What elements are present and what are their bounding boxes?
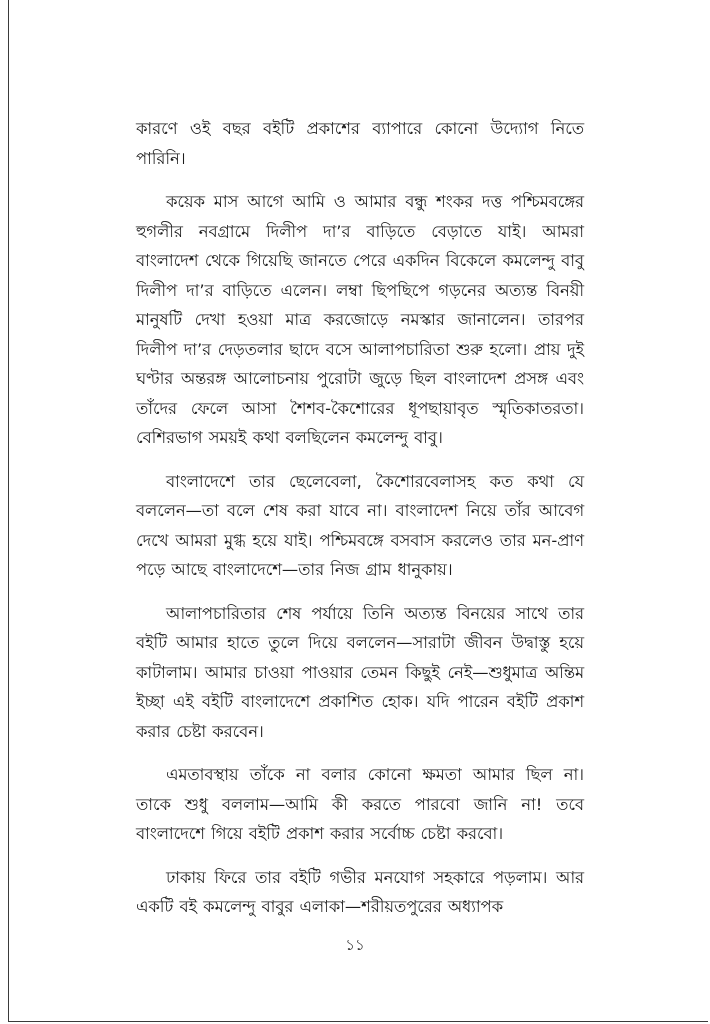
paragraph-childhood: বাংলাদেশে তার ছেলেবেলা, কৈশোরবেলাসহ কত কথা যে বললেন—তা বলে শেষ করা যাবে না। বাংলাদেশ নিয়ে তাঁর আবেগ দেখে আমরা মুগ্ধ হয়ে যাই। পশ্চিমবঙ্গে বসবাস করলেও তার মন-প্রাণ পড়ে আছে বাংলাদেশে—তার নিজ গ্রাম ধানুকায়। [136, 471, 584, 579]
paragraph-request: আলাপচারিতার শেষ পর্যায়ে তিনি অত্যন্ত বিনয়ের সাথে তার বইটি আমার হাতে তুলে দিয়ে বললেন—সারাটা জীবন উদ্বাস্তু হয়ে কাটালাম। আমার চাওয়া পাওয়ার তেমন কিছুই নেই—শুধুমাত্র অন্তিম ইচ্ছা এই বইটি বাংলাদেশে প্রকাশিত হোক। যদি পারেন বইটি প্রকাশ করার চেষ্টা করবেন। [136, 603, 584, 741]
paragraph-visit: কয়েক মাস আগে আমি ও আমার বন্ধু শংকর দত্ত পশ্চিমবঙ্গের হুগলীর নবগ্রামে দিলীপ দা’র বাড়িতে বেড়াতে যাই। আমরা বাংলাদেশ থেকে গিয়েছি জানতে পেরে একদিন বিকেলে কমলেন্দু বাবু দিলীপ দা’র বাড়িতে এলেন। লম্বা ছিপছিপে গড়নের অত্যন্ত বিনয়ী মানুষটি দেখা হওয়া মাত্র করজোড়ে নমস্কার জানালেন। তারপর দিলীপ দা’র দেড়তলার ছাদে বসে আলাপচারিতা শুরু হলো। প্রায় দুই ঘণ্টার অন্তরঙ্গ আলোচনায় পুরোটা জুড়ে ছিল বাংলাদেশ প্রসঙ্গ এবং তাঁদের ফেলে আসা শৈশব-কৈশোরের ধূপছায়াবৃত স্মৃতিকাতরতা। বেশিরভাগ সময়ই কথা বলছিলেন কমলেন্দু বাবু। [136, 192, 584, 447]
paragraph-promise: এমতাবস্থায় তাঁকে না বলার কোনো ক্ষমতা আমার ছিল না। তাকে শুধু বললাম—আমি কী করতে পারবো জানি না! তবে বাংলাদেশে গিয়ে বইটি প্রকাশ করার সর্বোচ্চ চেষ্টা করবো। [136, 765, 584, 843]
paragraph-continued: কারণে ওই বছর বইটি প্রকাশের ব্যাপারে কোনো উদ্যোগ নিতে পারিনি। [136, 119, 584, 168]
paragraph-return: ঢাকায় ফিরে তার বইটি গভীর মনযোগ সহকারে পড়লাম। আর একটি বই কমলেন্দু বাবুর এলাকা—শরীয়তপুরের অধ্যাপক [136, 867, 584, 916]
body-text [136, 114, 584, 936]
page-number: ১১ [345, 936, 365, 954]
